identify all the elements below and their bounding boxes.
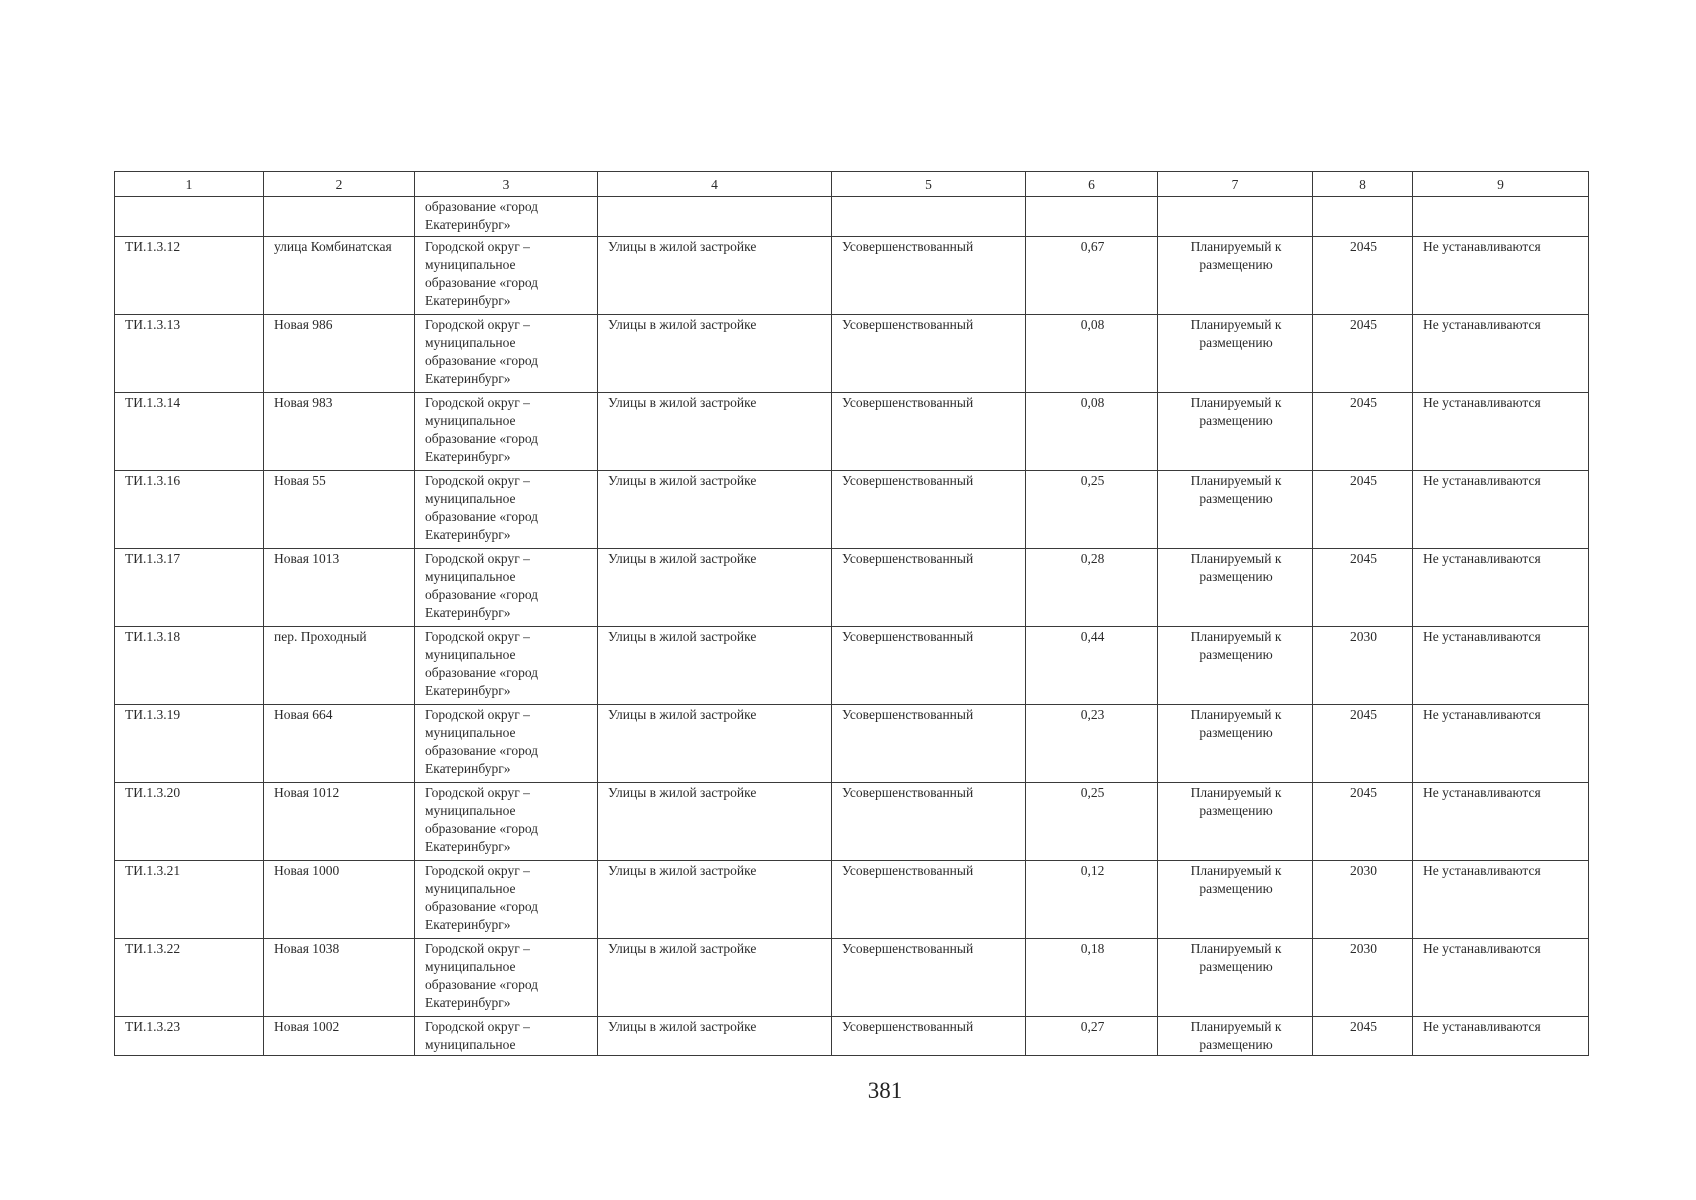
cell-name: улица Комбинатская bbox=[264, 237, 415, 315]
cell-status: Планируемый к размещению bbox=[1158, 471, 1313, 549]
header-cell: 3 bbox=[415, 172, 598, 197]
header-cell: 4 bbox=[598, 172, 832, 197]
cell-length: 0,23 bbox=[1026, 705, 1158, 783]
cell-status: Планируемый к размещению bbox=[1158, 1017, 1313, 1056]
cell-status: Планируемый к размещению bbox=[1158, 627, 1313, 705]
cell-coverage: Усовершенствованный bbox=[832, 471, 1026, 549]
table-row bbox=[115, 627, 1589, 705]
cell-coverage: Усовершенствованный bbox=[832, 315, 1026, 393]
cell-municipality: Городской округ – муниципальное образование «город Екатеринбург» bbox=[415, 471, 598, 549]
cell-municipality: Городской округ – муниципальное образование «город Екатеринбург» bbox=[415, 783, 598, 861]
cell-category: Улицы в жилой застройке bbox=[598, 1017, 832, 1056]
cell-year: 2030 bbox=[1313, 861, 1413, 939]
cell-length: 0,25 bbox=[1026, 471, 1158, 549]
cell-name: Новая 55 bbox=[264, 471, 415, 549]
cell-category: Улицы в жилой застройке bbox=[598, 393, 832, 471]
cell-municipality: Городской округ – муниципальное образование «город Екатеринбург» bbox=[415, 393, 598, 471]
cell-category: Улицы в жилой застройке bbox=[598, 861, 832, 939]
table-row-continuation bbox=[115, 197, 1589, 237]
page-number: 381 bbox=[867, 1078, 903, 1103]
cell-length: 0,28 bbox=[1026, 549, 1158, 627]
cell-year: 2030 bbox=[1313, 627, 1413, 705]
cell-number: ТИ.1.3.13 bbox=[115, 315, 264, 393]
cell-municipality: Городской округ – муниципальное bbox=[415, 1017, 598, 1056]
table-row bbox=[115, 1017, 1589, 1056]
header-cell: 6 bbox=[1026, 172, 1158, 197]
cell-status: Планируемый к размещению bbox=[1158, 705, 1313, 783]
cell-coverage bbox=[832, 197, 1026, 237]
cell-zones: Не устанавливаются bbox=[1413, 861, 1589, 939]
cell-coverage: Усовершенствованный bbox=[832, 939, 1026, 1017]
cell-coverage: Усовершенствованный bbox=[832, 705, 1026, 783]
cell-category: Улицы в жилой застройке bbox=[598, 237, 832, 315]
cell-municipality: Городской округ – муниципальное образование «город Екатеринбург» bbox=[415, 315, 598, 393]
cell-status: Планируемый к размещению bbox=[1158, 237, 1313, 315]
cell-length: 0,08 bbox=[1026, 315, 1158, 393]
cell-category: Улицы в жилой застройке bbox=[598, 471, 832, 549]
cell-name: пер. Проходный bbox=[264, 627, 415, 705]
cell-number: ТИ.1.3.21 bbox=[115, 861, 264, 939]
table-row bbox=[115, 315, 1589, 393]
cell-year bbox=[1313, 197, 1413, 237]
cell-year: 2030 bbox=[1313, 939, 1413, 1017]
cell-number: ТИ.1.3.16 bbox=[115, 471, 264, 549]
cell-number bbox=[115, 197, 264, 237]
cell-municipality: Городской округ – муниципальное образование «город Екатеринбург» bbox=[415, 939, 598, 1017]
cell-length: 0,67 bbox=[1026, 237, 1158, 315]
cell-year: 2045 bbox=[1313, 1017, 1413, 1056]
cell-category: Улицы в жилой застройке bbox=[598, 315, 832, 393]
cell-municipality: Городской округ – муниципальное образование «город Екатеринбург» bbox=[415, 705, 598, 783]
data-table bbox=[114, 171, 1589, 1056]
cell-name: Новая 1038 bbox=[264, 939, 415, 1017]
cell-status: Планируемый к размещению bbox=[1158, 315, 1313, 393]
cell-name: Новая 1000 bbox=[264, 861, 415, 939]
cell-zones: Не устанавливаются bbox=[1413, 237, 1589, 315]
header-cell: 7 bbox=[1158, 172, 1313, 197]
table-row bbox=[115, 939, 1589, 1017]
cell-status: Планируемый к размещению bbox=[1158, 783, 1313, 861]
cell-zones: Не устанавливаются bbox=[1413, 783, 1589, 861]
cell-length: 0,18 bbox=[1026, 939, 1158, 1017]
header-cell: 1 bbox=[115, 172, 264, 197]
cell-status: Планируемый к размещению bbox=[1158, 393, 1313, 471]
cell-year: 2045 bbox=[1313, 549, 1413, 627]
cell-zones: Не устанавливаются bbox=[1413, 393, 1589, 471]
cell-year: 2045 bbox=[1313, 237, 1413, 315]
cell-number: ТИ.1.3.14 bbox=[115, 393, 264, 471]
cell-name: Новая 983 bbox=[264, 393, 415, 471]
cell-coverage: Усовершенствованный bbox=[832, 1017, 1026, 1056]
cell-category: Улицы в жилой застройке bbox=[598, 549, 832, 627]
cell-coverage: Усовершенствованный bbox=[832, 783, 1026, 861]
cell-length: 0,25 bbox=[1026, 783, 1158, 861]
table-row bbox=[115, 471, 1589, 549]
table-row bbox=[115, 393, 1589, 471]
cell-length bbox=[1026, 197, 1158, 237]
cell-number: ТИ.1.3.17 bbox=[115, 549, 264, 627]
cell-zones: Не устанавливаются bbox=[1413, 1017, 1589, 1056]
cell-year: 2045 bbox=[1313, 783, 1413, 861]
table-row bbox=[115, 861, 1589, 939]
cell-status: Планируемый к размещению bbox=[1158, 549, 1313, 627]
cell-name bbox=[264, 197, 415, 237]
cell-name: Новая 1012 bbox=[264, 783, 415, 861]
cell-name: Новая 1013 bbox=[264, 549, 415, 627]
header-cell: 2 bbox=[264, 172, 415, 197]
table-row bbox=[115, 549, 1589, 627]
cell-number: ТИ.1.3.22 bbox=[115, 939, 264, 1017]
header-row bbox=[115, 172, 1589, 197]
table-row bbox=[115, 705, 1589, 783]
cell-zones: Не устанавливаются bbox=[1413, 627, 1589, 705]
cell-number: ТИ.1.3.12 bbox=[115, 237, 264, 315]
cell-zones: Не устанавливаются bbox=[1413, 315, 1589, 393]
cell-number: ТИ.1.3.19 bbox=[115, 705, 264, 783]
cell-number: ТИ.1.3.20 bbox=[115, 783, 264, 861]
table-row bbox=[115, 783, 1589, 861]
cell-year: 2045 bbox=[1313, 393, 1413, 471]
cell-status: Планируемый к размещению bbox=[1158, 939, 1313, 1017]
cell-length: 0,27 bbox=[1026, 1017, 1158, 1056]
cell-coverage: Усовершенствованный bbox=[832, 861, 1026, 939]
cell-length: 0,08 bbox=[1026, 393, 1158, 471]
cell-category: Улицы в жилой застройке bbox=[598, 939, 832, 1017]
cell-category bbox=[598, 197, 832, 237]
cell-municipality: Городской округ – муниципальное образование «город Екатеринбург» bbox=[415, 627, 598, 705]
cell-category: Улицы в жилой застройке bbox=[598, 627, 832, 705]
cell-length: 0,12 bbox=[1026, 861, 1158, 939]
cell-coverage: Усовершенствованный bbox=[832, 393, 1026, 471]
cell-number: ТИ.1.3.18 bbox=[115, 627, 264, 705]
cell-zones: Не устанавливаются bbox=[1413, 471, 1589, 549]
cell-year: 2045 bbox=[1313, 705, 1413, 783]
cell-length: 0,44 bbox=[1026, 627, 1158, 705]
cell-coverage: Усовершенствованный bbox=[832, 237, 1026, 315]
cell-zones: Не устанавливаются bbox=[1413, 939, 1589, 1017]
cell-municipality: Городской округ – муниципальное образование «город Екатеринбург» bbox=[415, 861, 598, 939]
cell-zones bbox=[1413, 197, 1589, 237]
cell-coverage: Усовершенствованный bbox=[832, 549, 1026, 627]
cell-coverage: Усовершенствованный bbox=[832, 627, 1026, 705]
cell-name: Новая 664 bbox=[264, 705, 415, 783]
header-cell: 5 bbox=[832, 172, 1026, 197]
cell-zones: Не устанавливаются bbox=[1413, 549, 1589, 627]
cell-municipality: образование «город Екатеринбург» bbox=[415, 197, 598, 237]
cell-year: 2045 bbox=[1313, 471, 1413, 549]
cell-category: Улицы в жилой застройке bbox=[598, 705, 832, 783]
cell-name: Новая 986 bbox=[264, 315, 415, 393]
cell-year: 2045 bbox=[1313, 315, 1413, 393]
cell-name: Новая 1002 bbox=[264, 1017, 415, 1056]
cell-municipality: Городской округ – муниципальное образование «город Екатеринбург» bbox=[415, 237, 598, 315]
cell-category: Улицы в жилой застройке bbox=[598, 783, 832, 861]
table-row bbox=[115, 237, 1589, 315]
cell-status: Планируемый к размещению bbox=[1158, 861, 1313, 939]
header-cell: 9 bbox=[1413, 172, 1589, 197]
header-cell: 8 bbox=[1313, 172, 1413, 197]
cell-zones: Не устанавливаются bbox=[1413, 705, 1589, 783]
cell-number: ТИ.1.3.23 bbox=[115, 1017, 264, 1056]
cell-status bbox=[1158, 197, 1313, 237]
cell-municipality: Городской округ – муниципальное образование «город Екатеринбург» bbox=[415, 549, 598, 627]
